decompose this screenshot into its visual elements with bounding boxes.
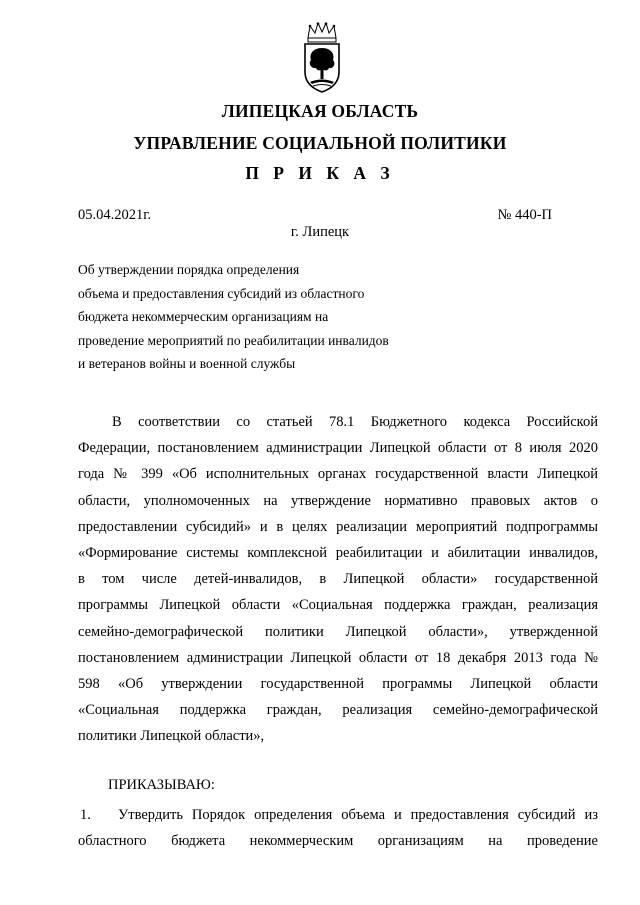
item-text-line: Утвердить Порядок определения объема и предоставления субсидий из (118, 807, 598, 823)
coat-of-arms-icon (298, 22, 346, 94)
paragraph-line: в том числе детей-инвалидов, в Липецкой области» государственной (78, 571, 598, 588)
department-title: УПРАВЛЕНИЕ СОЦИАЛЬНОЙ ПОЛИТИКИ (133, 133, 507, 153)
document-number: № 440-П (497, 207, 552, 223)
paragraph-line: семейно-демографической политики Липецкой области», утвержденной (78, 623, 598, 640)
paragraph-line: политики Липецкой области», (78, 728, 265, 745)
paragraph-line: Федерации, постановлением администрации Липецкой области от 8 июля 2020 (78, 440, 598, 457)
order-word: ПРИКАЗЫВАЮ: (108, 777, 215, 793)
paragraph-line: «Социальная поддержка граждан, реализация семейно-демографической (78, 702, 598, 719)
subject-line: объема и предоставления субсидий из областного (78, 285, 365, 301)
subject-line: проведение мероприятий по реабилитации инвалидов (78, 332, 389, 348)
document-date: 05.04.2021г. (78, 207, 152, 223)
subject-line: бюджета некоммерческим организациям на (78, 309, 329, 324)
paragraph-line: программы Липецкой области «Социальная поддержка граждан, реализация (78, 597, 598, 614)
subject-line: и ветеранов войны и военной службы (78, 356, 296, 371)
item-text-line: областного бюджета некоммерческим организациям на проведение (78, 833, 598, 850)
paragraph-line: «Формирование системы комплексной реабилитации и абилитации инвалидов, (78, 544, 598, 561)
region-title: ЛИПЕЦКАЯ ОБЛАСТЬ (221, 101, 419, 121)
paragraph-line: В соответствии со статьей 78.1 Бюджетного кодекса Российской (112, 414, 598, 430)
subject-line: Об утверждении порядка определения (78, 262, 300, 277)
preamble-paragraph (78, 409, 598, 749)
paragraph-line: 598 «Об утверждении государственной программы Липецкой области (78, 675, 598, 692)
paragraph-line: постановлением администрации Липецкой области от 18 декабря 2013 года № (78, 649, 598, 666)
document-city: г. Липецк (290, 224, 350, 240)
document-type-title: П Р И К А З (245, 163, 395, 183)
paragraph-line: области, уполномоченных на утверждение нормативно правовых актов о (78, 492, 598, 509)
paragraph-line: года № 399 «Об исполнительных органах государственной власти Липецкой (78, 466, 598, 483)
paragraph-line: предоставлении субсидий» и в целях реализации мероприятий подпрограммы (78, 518, 598, 535)
order-item-1 (78, 802, 598, 854)
document-subject (78, 258, 389, 376)
item-number: 1. (80, 807, 91, 823)
